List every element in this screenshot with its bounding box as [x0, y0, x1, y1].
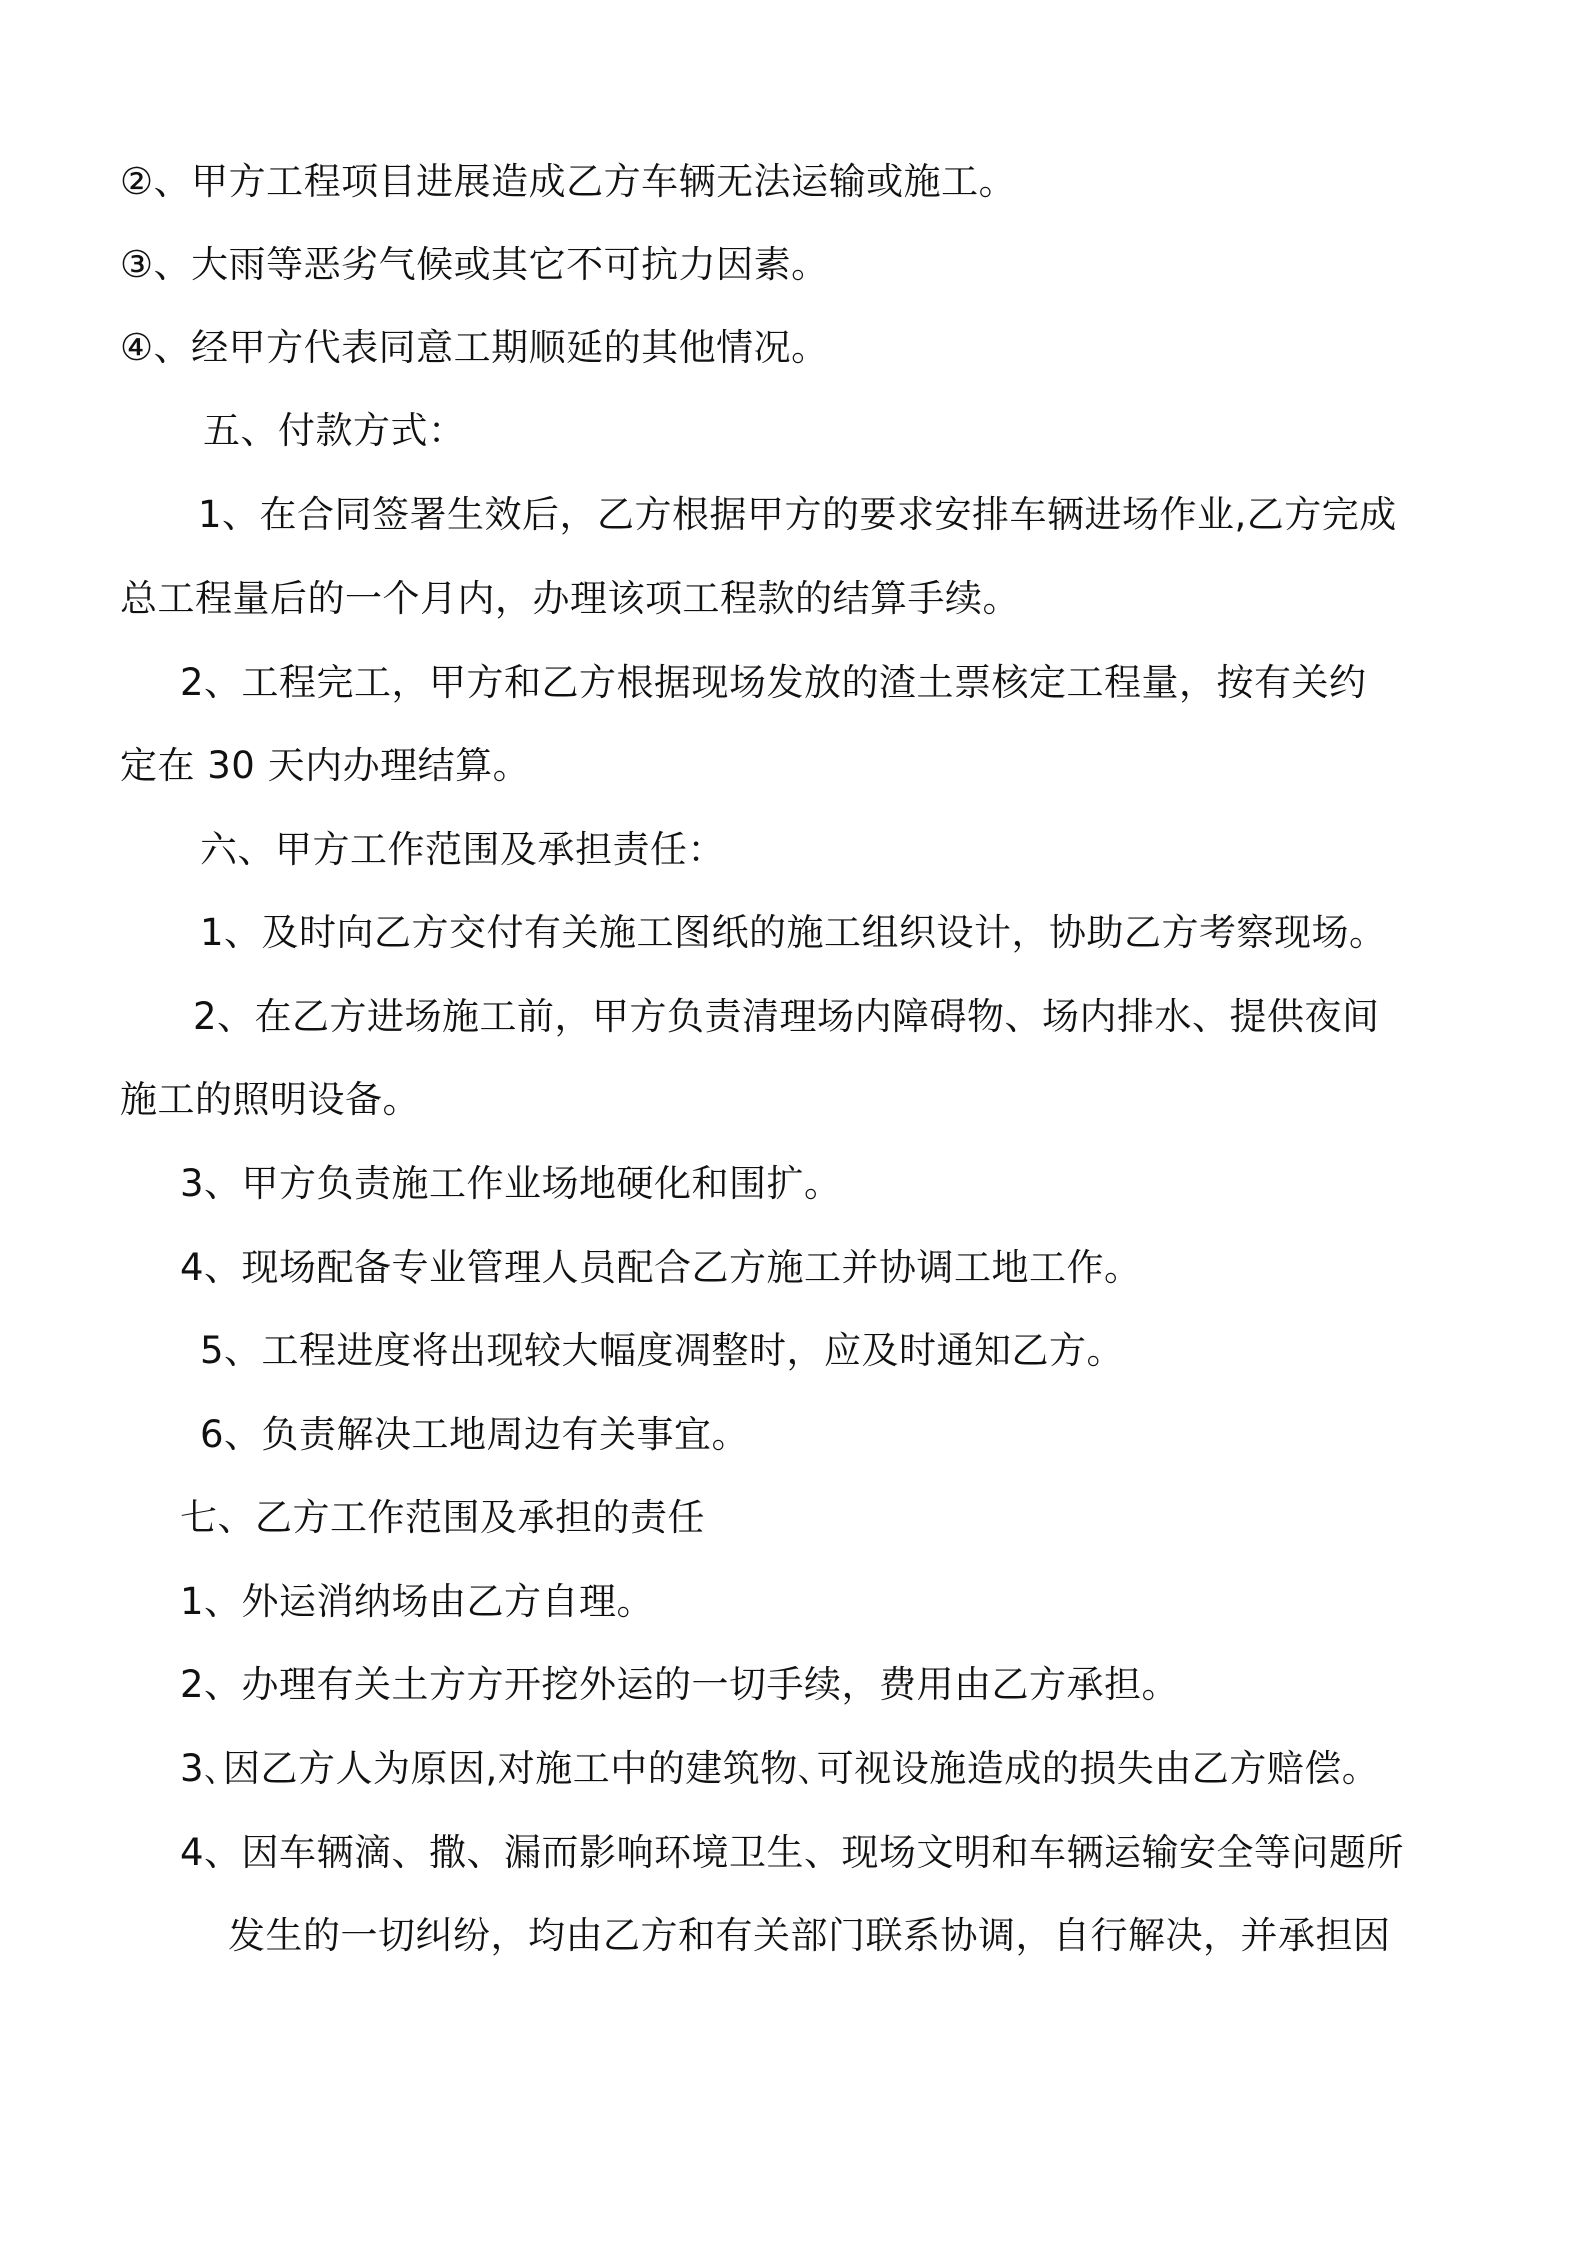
- party-b-clause-2: 2、办理有关土方方开挖外运的一切手续，费用由乙方承担。: [180, 1663, 1180, 1706]
- party-a-clause-3: 3、甲方负责施工作业场地硬化和围扩。: [180, 1162, 842, 1205]
- payment-clause-2-line-2: 定在 30 天内办理结算。: [120, 744, 531, 787]
- party-a-clause-5: 5、工程进度将出现较大幅度凋整时，应及时通知乙方。: [200, 1329, 1125, 1372]
- payment-clause-1-line-2: 总工程量后的一个月内，办理该项工程款的结算手续。: [120, 577, 1020, 620]
- party-b-clause-3: 3､因乙方人为原因,对施工中的建筑物､可视设施造成的损失由乙方赔偿。: [180, 1747, 1380, 1790]
- party-b-clause-1: 1、外运消纳场由乙方自理。: [180, 1580, 655, 1623]
- line-item-3-weather: ③、大雨等恶劣气候或其它不可抗力因素。: [120, 243, 829, 286]
- section-heading-payment: 五、付款方式：: [203, 409, 466, 452]
- party-b-clause-4-line-1: 4、因车辆滴、撒、漏而影响环境卫生、现场文明和车辆运输安全等问题所: [180, 1831, 1405, 1874]
- section-heading-party-b: 七、乙方工作范围及承担的责任: [180, 1496, 705, 1539]
- party-a-clause-2-line-2: 施工的照明设备。: [120, 1078, 420, 1121]
- line-item-2-delay: ②、甲方工程项目进展造成乙方车辆无法运输或施工。: [120, 160, 1017, 203]
- payment-clause-1-line-1: 1、在合同签署生效后，乙方根据甲方的要求安排车辆进场作业,乙方完成: [198, 493, 1397, 536]
- line-item-4-other: ④、经甲方代表同意工期顺延的其他情况。: [120, 326, 829, 369]
- party-a-clause-2-line-1: 2、在乙方进场施工前，甲方负责清理场内障碍物、场内排水、提供夜间: [193, 995, 1380, 1038]
- party-a-clause-1: 1、及时向乙方交付有关施工图纸的施工组织设计，协助乙方考察现场。: [200, 911, 1387, 954]
- party-b-clause-4-line-2: 发生的一切纠纷，均由乙方和有关部门联系协调，自行解决，并承担因: [228, 1914, 1391, 1957]
- section-heading-party-a: 六、甲方工作范围及承担责任：: [200, 828, 725, 871]
- party-a-clause-6: 6、负责解决工地周边有关事宜。: [200, 1413, 750, 1456]
- payment-clause-2-line-1: 2、工程完工，甲方和乙方根据现场发放的渣土票核定工程量，按有关约: [180, 661, 1367, 704]
- party-a-clause-4: 4、现场配备专业管理人员配合乙方施工并协调工地工作。: [180, 1246, 1142, 1289]
